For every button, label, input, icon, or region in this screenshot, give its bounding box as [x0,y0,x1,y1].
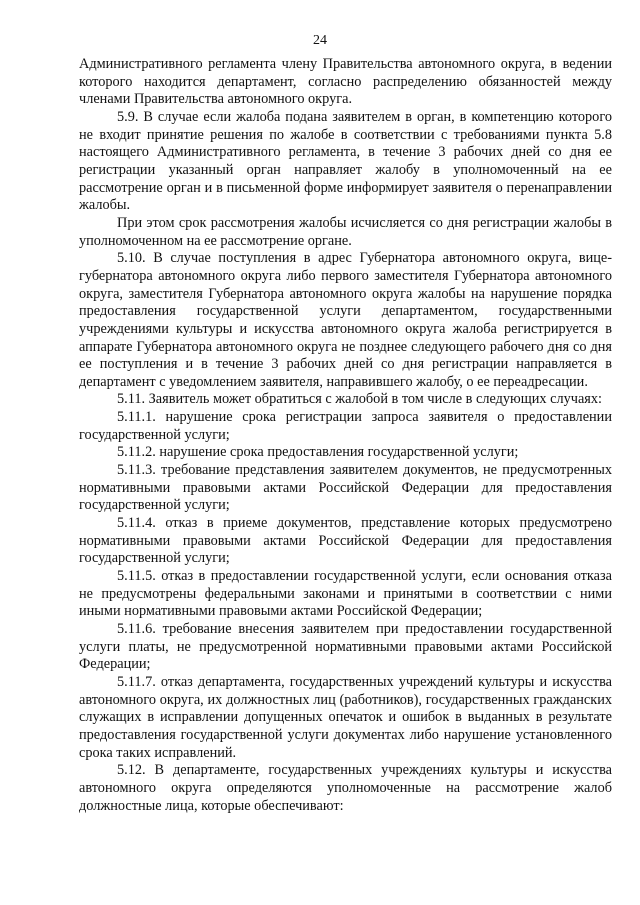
paragraph-5-11-1: 5.11.1. нарушение срока регистрации запроса заявителя о предоставлении государственной услуги; [79,409,612,443]
paragraph-5-11-7: 5.11.7. отказ департамента, государственных учреждений культуры и искусства автономного округа, их должностных лиц (работников), государственных гражданских служащих в исправлении допущенных опечаток и ошибок в выданных в результате предоставления государственной услуги документах либо нарушение установленного срока таких исправлений. [79,673,612,761]
page-number: 24 [313,33,327,48]
paragraph-5-11-6: 5.11.6. требование внесения заявителем при предоставлении государственной услуги платы, не предусмотренной нормативными правовыми актами Российской Федерации; [79,621,612,673]
paragraph-5-11-2: 5.11.2. нарушение срока предоставления государственной услуги; [117,444,519,461]
document-body [79,56,612,815]
paragraph-continuation: Административного регламента члену Правительства автономного округа, в ведении которого находится департамент, согласно распределению обязанностей между членами Правительства автономного округа. [79,56,612,108]
paragraph-5-10: 5.10. В случае поступления в адрес Губернатора автономного округа, вице-губернатора автономного округа либо первого заместителя Губернатора автономного округа, заместителя Губернатора автономного округа жалобы на нарушение порядка предоставления государственной услуги департаментом, государственными учреждениями культуры и искусства автономного округа жалоба регистрируется в аппарате Губернатора автономного округа не позднее следующего рабочего дня со дня ее поступления и в течение 3 рабочих дней со дня регистрации направляется в департамент с уведомлением заявителя, направившего жалобу, о ее переадресации. [79,250,612,390]
paragraph-review-term: При этом срок рассмотрения жалобы исчисляется со дня регистрации жалобы в уполномоченном на ее рассмотрение органе. [79,214,612,249]
paragraph-5-11-3: 5.11.3. требование представления заявителем документов, не предусмотренных нормативными правовыми актами Российской Федерации для предоставления государственной услуги; [79,462,612,514]
paragraph-5-11: 5.11. Заявитель может обратиться с жалобой в том числе в следующих случаях: [117,391,602,408]
paragraph-5-11-5: 5.11.5. отказ в предоставлении государственной услуги, если основания отказа не предусмотрены федеральными законами и принятыми в соответствии с ними иными нормативными правовыми актами Российской Федерации; [79,568,612,620]
paragraph-5-11-4: 5.11.4. отказ в приеме документов, представление которых предусмотрено нормативными правовыми актами Российской Федерации для предоставления государственной услуги; [79,515,612,567]
paragraph-5-9: 5.9. В случае если жалоба подана заявителем в орган, в компетенцию которого не входит принятие решения по жалобе в соответствии с требованиями пункта 5.8 настоящего Административного регламента, в течение 3 рабочих дней со дня ее регистрации указанный орган направляет жалобу в уполномоченный на ее рассмотрение орган и в письменной форме информирует заявителя о перенаправлении жалобы. [79,108,612,214]
paragraph-5-12: 5.12. В департаменте, государственных учреждениях культуры и искусства автономного округа определяются уполномоченные на рассмотрение жалоб должностные лица, которые обеспечивают: [79,762,612,814]
